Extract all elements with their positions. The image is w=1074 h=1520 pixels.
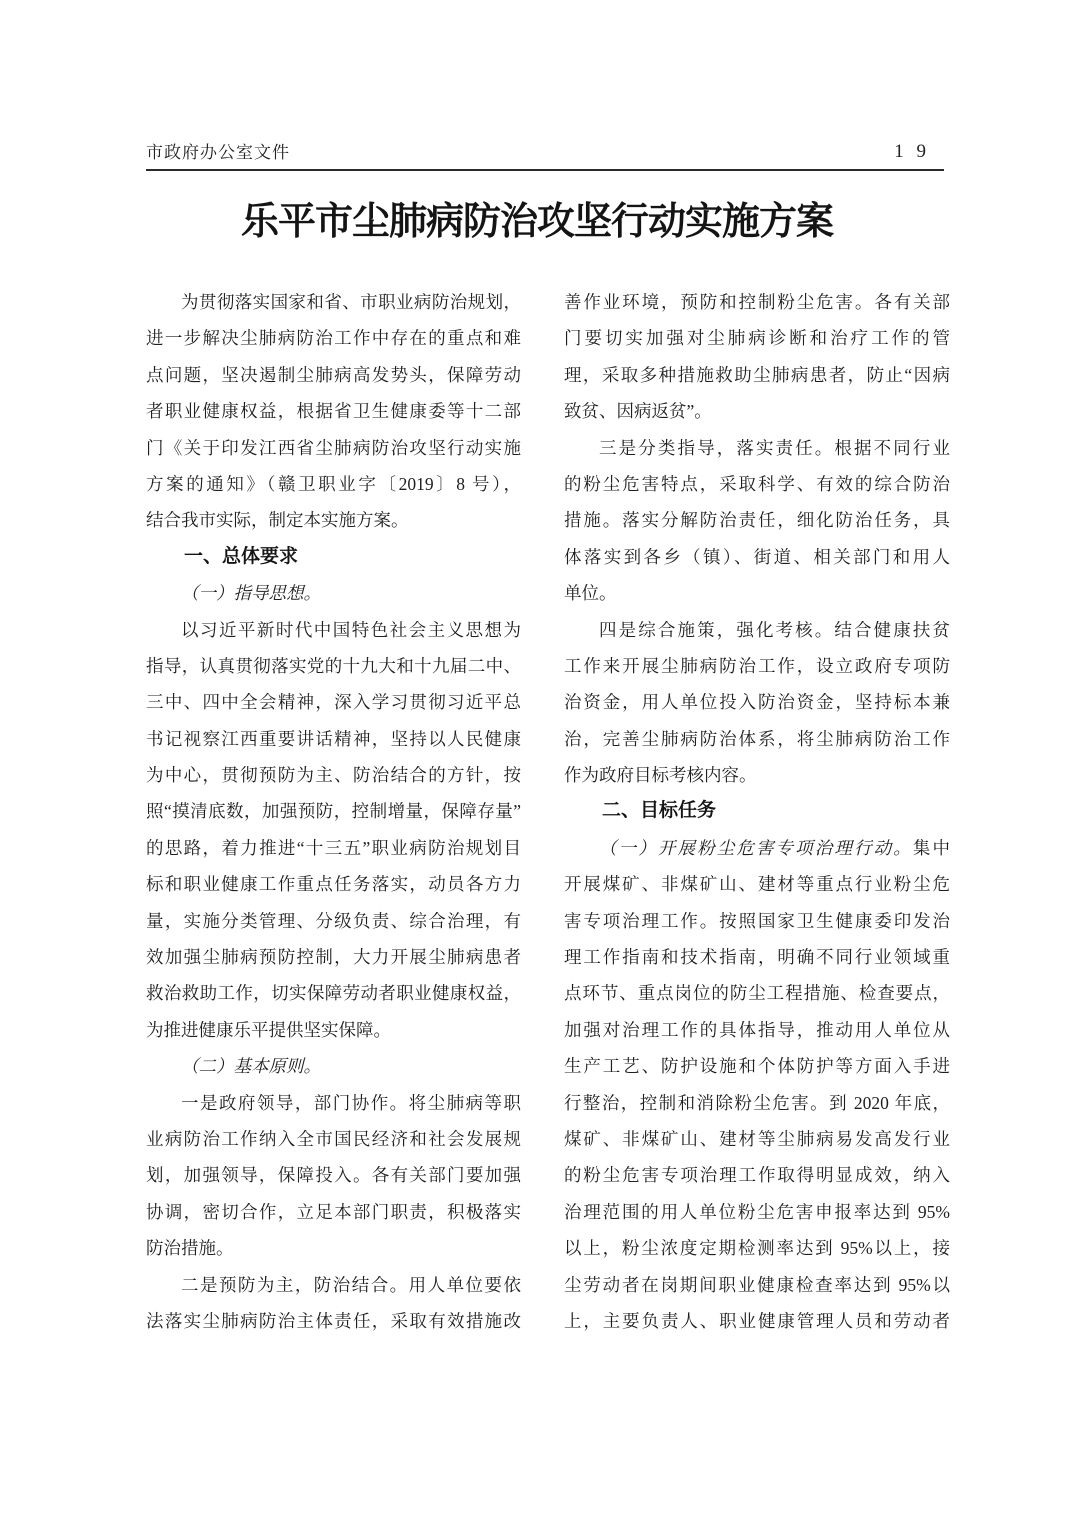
left-column-line: 标和职业健康工作重点任务落实，动员各方力 — [146, 874, 521, 895]
left-column-line: 者职业健康权益，根据省卫生健康委等十二部 — [146, 401, 521, 422]
right-column-line: 以上，粉尘浓度定期检测率达到 95%以上，接 — [564, 1238, 950, 1259]
left-column-line: 法落实尘肺病防治主体责任，采取有效措施改 — [146, 1310, 521, 1331]
page-number: 1 9 — [894, 141, 930, 162]
right-column-line: 四是综合施策，强化考核。结合健康扶贫 — [599, 619, 950, 640]
body-columns — [146, 284, 950, 1339]
right-column-line: 致贫、因病返贫”。 — [564, 401, 712, 422]
left-column-line: 救治救助工作，切实保障劳动者职业健康权益， — [146, 983, 521, 1004]
left-column-line: 一、总体要求 — [184, 545, 299, 567]
left-column-line: （一）指导思想。 — [181, 583, 321, 604]
left-column-line: 划，加强领导，保障投入。各有关部门要加强 — [146, 1165, 521, 1186]
left-column-line: 结合我市实际，制定本实施方案。 — [146, 510, 409, 531]
right-column-line: 门要切实加强对尘肺病诊断和治疗工作的管 — [564, 328, 950, 349]
left-column-line: 照“摸清底数，加强预防，控制增量，保障存量” — [146, 801, 521, 822]
left-column-line: 二是预防为主，防治结合。用人单位要依 — [181, 1274, 521, 1295]
header-doc-label: 市政府办公室文件 — [146, 143, 290, 162]
left-column-line: 业病防治工作纳入全市国民经济和社会发展规 — [146, 1128, 521, 1149]
right-column-line: 二、目标任务 — [602, 800, 717, 822]
left-column-line: 为中心，贯彻预防为主、防治结合的方针，按 — [146, 765, 521, 786]
right-column-line: 治，完善尘肺病防治体系，将尘肺病防治工作 — [564, 728, 950, 749]
right-column-line: 的粉尘危害特点，采取科学、有效的综合防治 — [564, 473, 950, 494]
left-column-line: 书记视察江西重要讲话精神，坚持以人民健康 — [146, 728, 521, 749]
right-column-line: 害专项治理工作。按照国家卫生健康委印发治 — [564, 910, 950, 931]
left-column-line: 进一步解决尘肺病防治工作中存在的重点和难 — [146, 328, 521, 349]
left-column-line: 三中、四中全会精神，深入学习贯彻习近平总 — [146, 692, 521, 713]
left-column-line: 点问题，坚决遏制尘肺病高发势头，保障劳动 — [146, 364, 521, 385]
left-column-line: 指导，认真贯彻落实党的十九大和十九届二中、 — [146, 655, 521, 676]
right-column-line: 治资金，用人单位投入防治资金，坚持标本兼 — [564, 692, 950, 713]
right-column-line: 三是分类指导，落实责任。根据不同行业 — [599, 437, 950, 458]
left-column-line: 方案的通知》（赣卫职业字〔2019〕8 号）， — [146, 473, 521, 494]
right-column-line — [564, 830, 950, 866]
document-title: 乐平市尘肺病防治攻坚行动实施方案 — [240, 201, 833, 243]
right-column-line: 行整治，控制和消除粉尘危害。到 2020 年底， — [564, 1092, 950, 1113]
right-column-line: 开展煤矿、非煤矿山、建材等重点行业粉尘危 — [564, 874, 950, 895]
left-column-line: 量，实施分类管理、分级负责、综合治理，有 — [146, 910, 521, 931]
left-column-line: 防治措施。 — [146, 1238, 234, 1259]
right-column-line: 单位。 — [564, 583, 617, 604]
left-column-line: 为贯彻落实国家和省、市职业病防治规划， — [181, 292, 521, 312]
right-column-line: 理，采取多种措施救助尘肺病患者，防止“因病 — [564, 364, 950, 385]
right-column-line: 工作来开展尘肺病防治工作，设立政府专项防 — [564, 655, 950, 676]
right-column-line: 点环节、重点岗位的防尘工程措施、检查要点， — [564, 983, 950, 1004]
right-column-line: 生产工艺、防护设施和个体防护等方面入手进 — [564, 1056, 950, 1077]
header-rule — [146, 169, 944, 171]
left-column-line: 以习近平新时代中国特色社会主义思想为 — [181, 619, 521, 640]
body-text-run: 集中 — [912, 837, 951, 858]
right-column-line: 善作业环境，预防和控制粉尘危害。各有关部 — [564, 292, 950, 312]
kaiti-text-run: （一）开展粉尘危害专项治理行动。 — [599, 837, 913, 858]
page-header — [146, 138, 944, 163]
right-column-line: 作为政府目标考核内容。 — [564, 765, 757, 786]
right-column-line: 体落实到各乡（镇）、街道、相关部门和用人 — [564, 546, 950, 567]
right-column-line: 治理范围的用人单位粉尘危害申报率达到 95% — [564, 1201, 950, 1222]
left-column-line: 一是政府领导，部门协作。将尘肺病等职 — [181, 1092, 521, 1113]
right-column-line: 的粉尘危害专项治理工作取得明显成效，纳入 — [564, 1165, 950, 1186]
right-column-line: 上，主要负责人、职业健康管理人员和劳动者 — [564, 1310, 950, 1331]
left-column-line: （二）基本原则。 — [181, 1056, 321, 1077]
right-column-line: 尘劳动者在岗期间职业健康检查率达到 95%以 — [564, 1274, 950, 1295]
left-column-line: 效加强尘肺病预防控制，大力开展尘肺病患者 — [146, 947, 521, 968]
left-column-line: 为推进健康乐平提供坚实保障。 — [146, 1019, 391, 1040]
left-column-line: 门《关于印发江西省尘肺病防治攻坚行动实施 — [146, 437, 521, 458]
column-left — [146, 284, 521, 1339]
column-right — [564, 284, 950, 1339]
right-column-line: 理工作指南和技术指南，明确不同行业领域重 — [564, 947, 950, 968]
right-column-line: 措施。落实分解防治责任，细化防治任务，具 — [564, 510, 950, 531]
right-column-line: 加强对治理工作的具体指导，推动用人单位从 — [564, 1019, 950, 1040]
right-column-line: 煤矿、非煤矿山、建材等尘肺病易发高发行业 — [564, 1128, 950, 1149]
left-column-line: 协调，密切合作，立足本部门职责，积极落实 — [146, 1201, 521, 1222]
left-column-line: 的思路，着力推进“十三五”职业病防治规划目 — [146, 837, 521, 858]
